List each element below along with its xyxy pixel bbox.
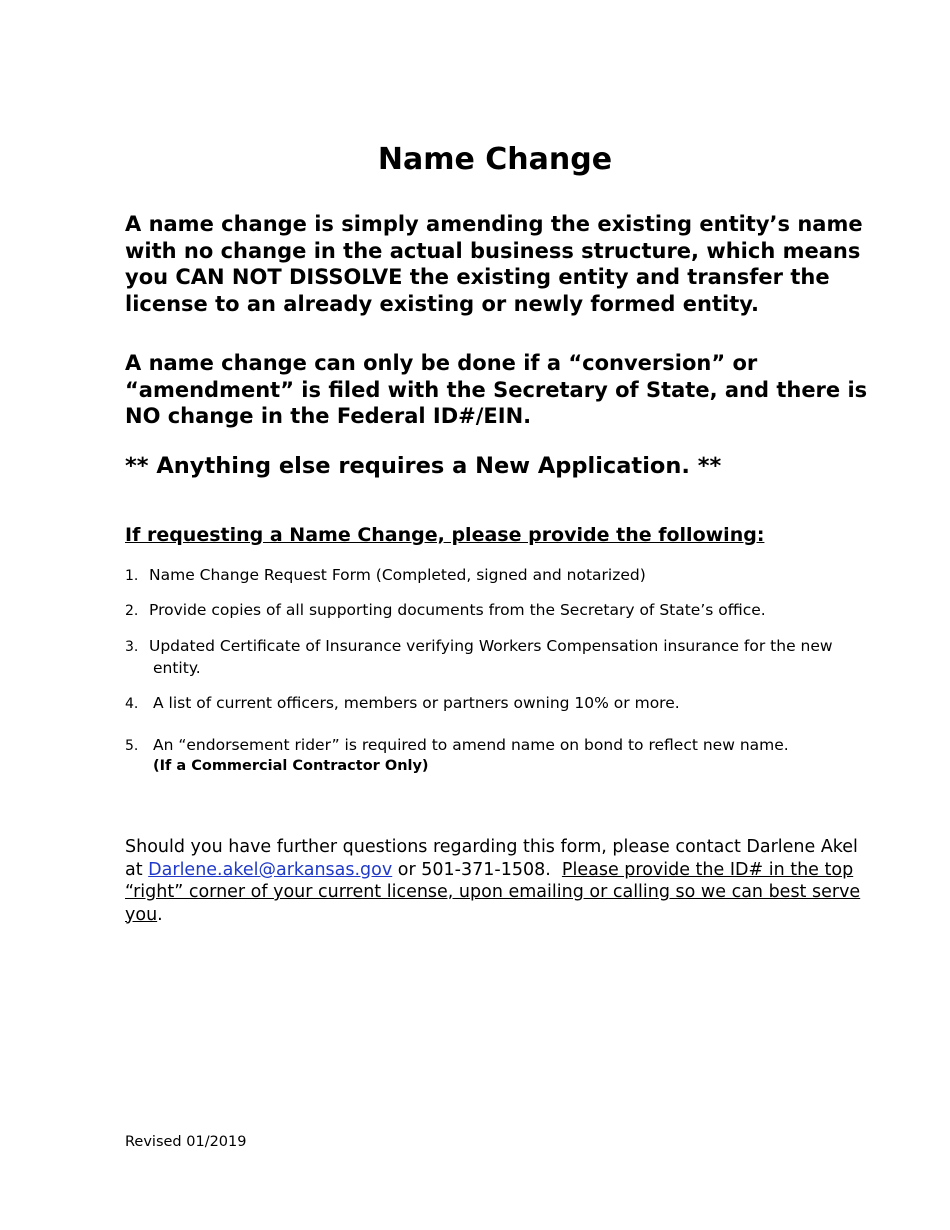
list-item-text: Provide copies of all supporting documents from the Secretary of State’s office.: [149, 601, 766, 619]
contact-paragraph: [125, 836, 865, 926]
list-item-number: 2.: [125, 603, 139, 619]
contact-end: .: [157, 904, 163, 925]
list-item-number: 1.: [125, 568, 139, 584]
revision-date: Revised 01/2019: [125, 1134, 247, 1150]
list-item-number: 3.: [125, 639, 139, 655]
requirements-heading: If requesting a Name Change, please provide the following:: [125, 524, 765, 546]
page-title: Name Change: [377, 142, 613, 177]
commercial-contractor-note: (If a Commercial Contractor Only): [153, 758, 429, 774]
list-item-text: A list of current officers, members or partners owning 10% or more.: [153, 694, 680, 712]
list-item: [125, 735, 845, 776]
phone-text: or 501-371-1508.: [392, 859, 562, 880]
conversion-paragraph: A name change can only be done if a “conversion” or “amendment” is filed with the Secretary of State, and there is NO change in the Federal ID#/EIN.: [125, 351, 868, 428]
intro-paragraph: A name change is simply amending the existing entity’s name with no change in the actual business structure, which means you CAN NOT DISSOLVE the existing entity and transfer the license to an already existing or newly formed entity.: [125, 212, 863, 316]
list-item-continuation: entity.: [153, 659, 201, 677]
list-item-number: 4.: [125, 696, 139, 712]
list-item: [125, 565, 845, 587]
email-link[interactable]: Darlene.akel@arkansas.gov: [148, 859, 393, 880]
list-item: [125, 600, 845, 622]
id-instruction: Please provide the ID# in the top “right” corner of your current license, upon emailing or calling so we can best serve you: [125, 859, 861, 925]
list-item-text: An “endorsement rider” is required to amend name on bond to reflect new name.: [153, 736, 789, 754]
list-item-number: 5.: [125, 738, 139, 754]
list-item: [125, 636, 845, 679]
new-application-notice: ** Anything else requires a New Application. **: [125, 453, 722, 479]
contact-intro: Should you have further questions regarding this form, please contact Darlene Akel at: [125, 837, 858, 880]
list-item-text: Updated Certificate of Insurance verifying Workers Compensation insurance for the new: [149, 637, 833, 655]
list-item-text: Name Change Request Form (Completed, signed and notarized): [149, 566, 646, 584]
list-item: [125, 693, 845, 715]
